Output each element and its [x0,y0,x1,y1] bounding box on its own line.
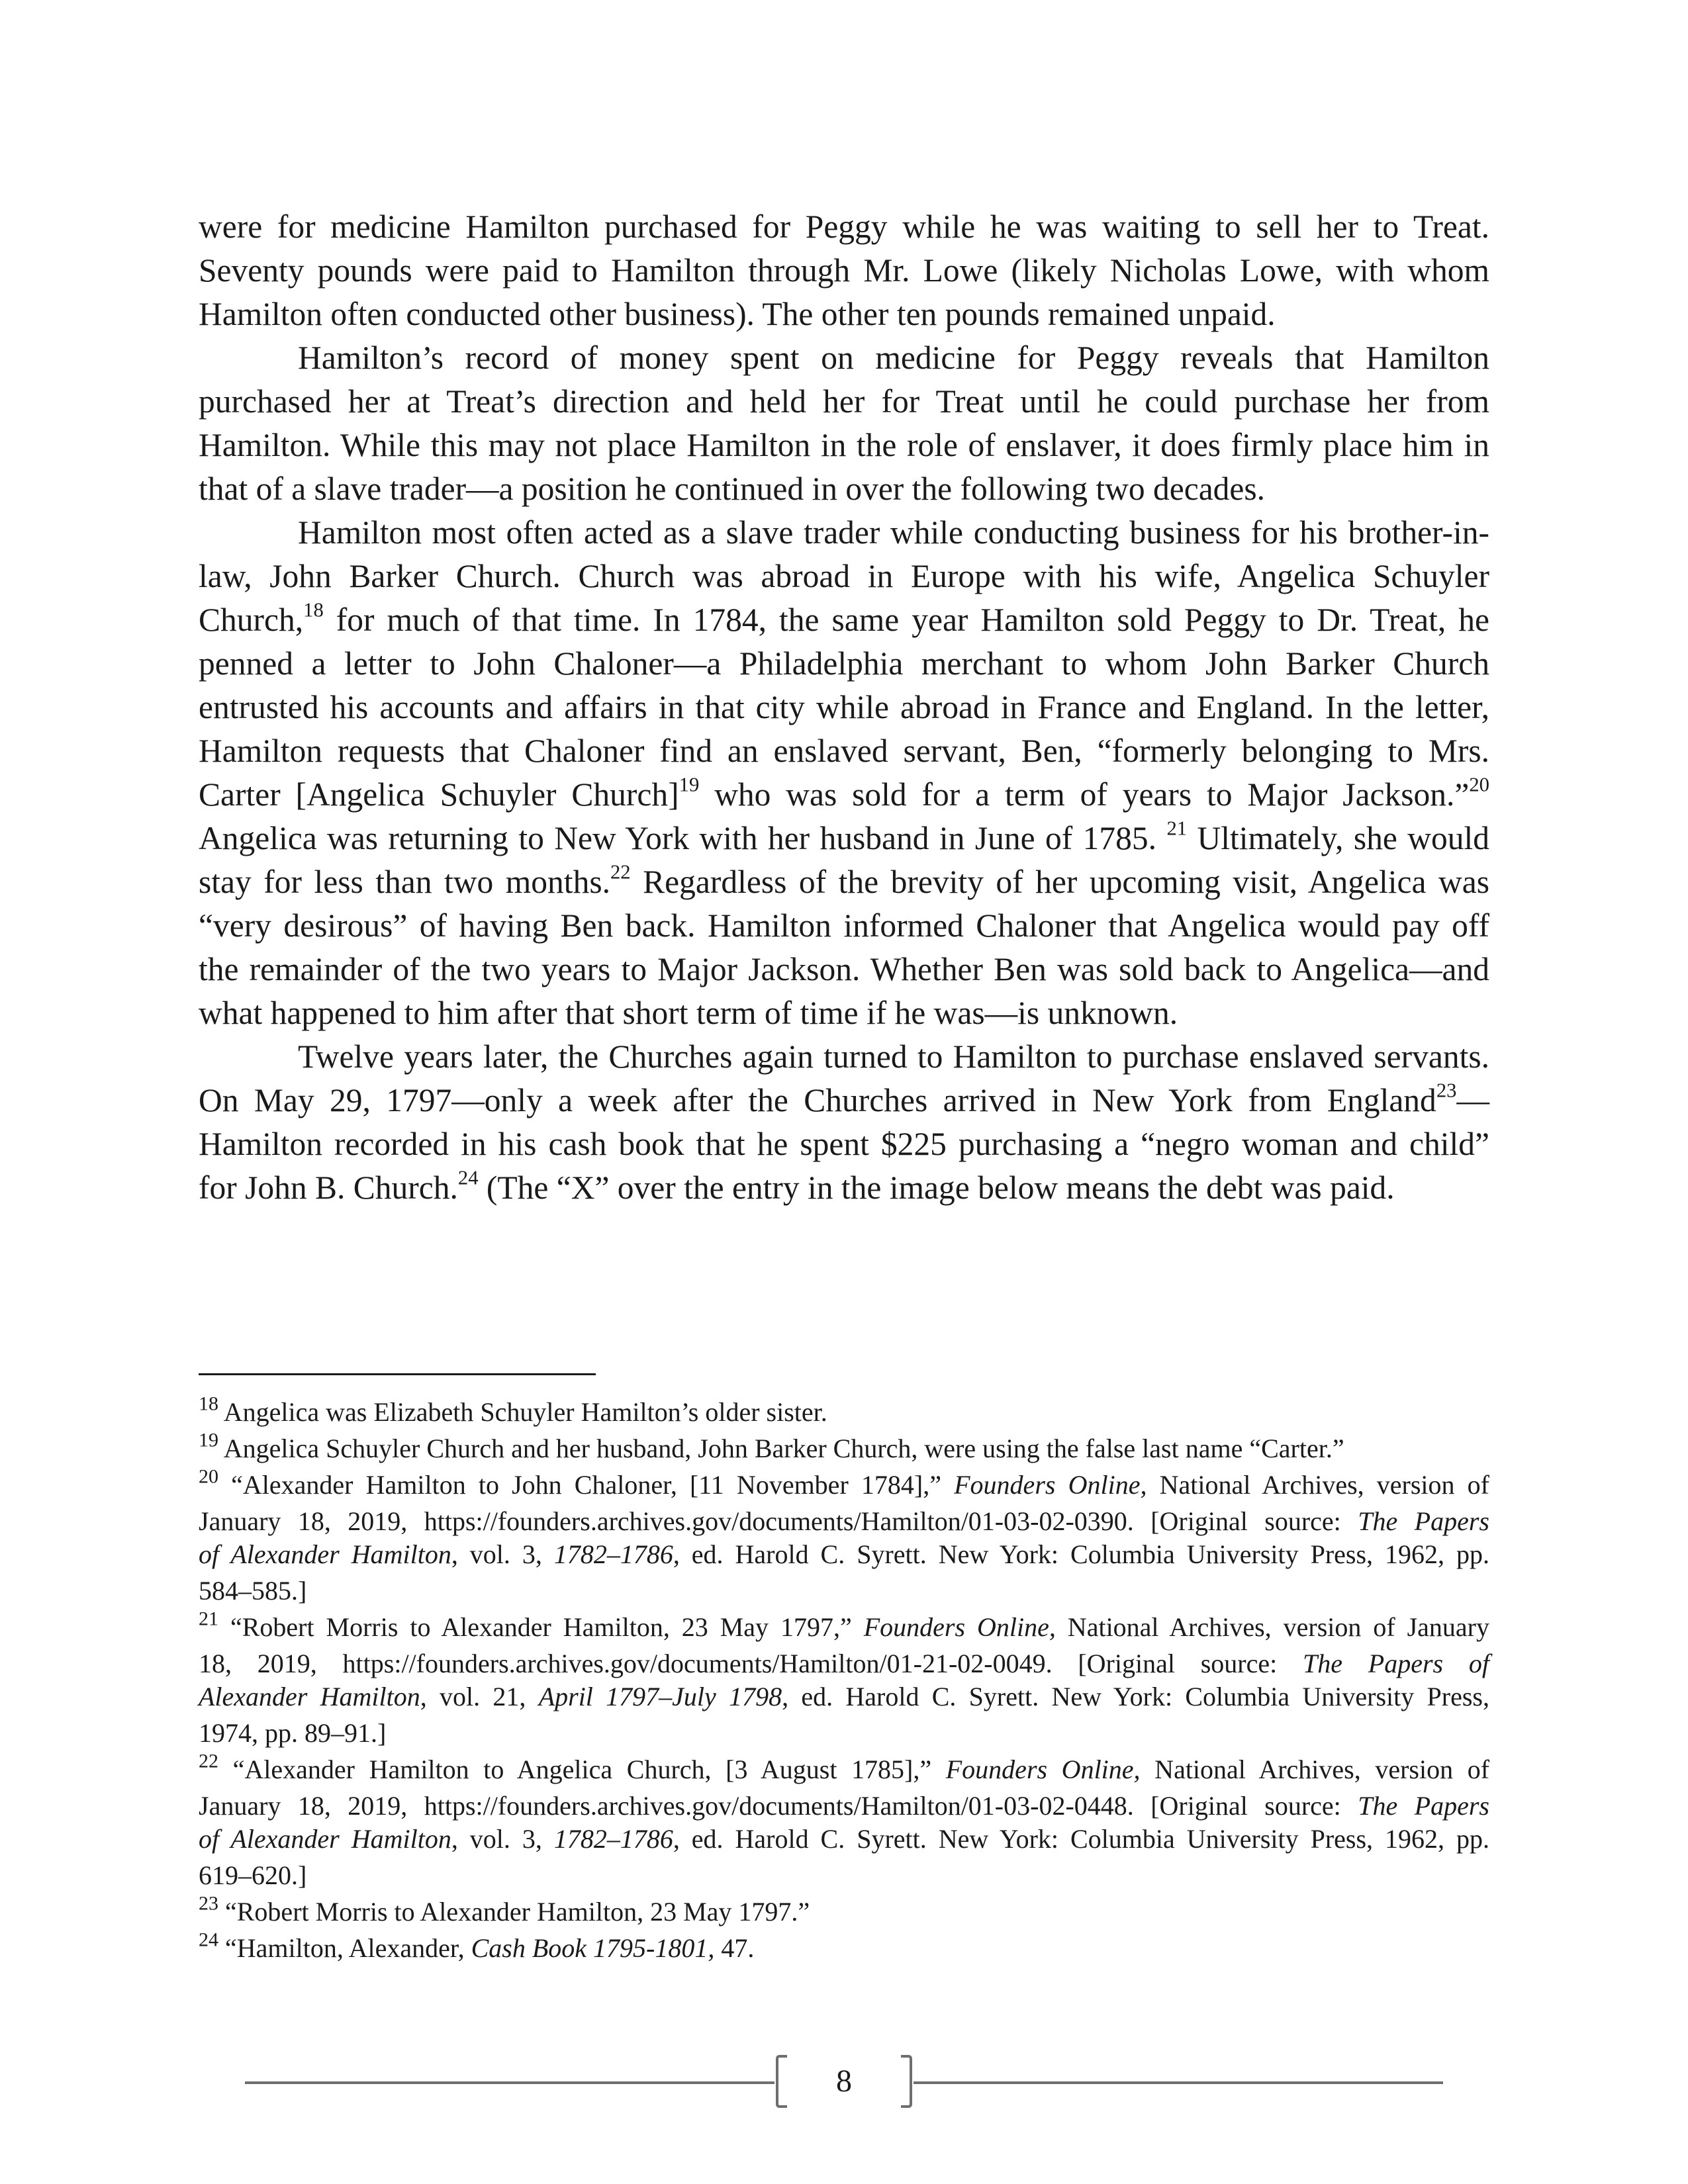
text-run: National Archives, version of [1140,1754,1490,1784]
text-line [199,991,1489,1035]
text-run: penned a letter to John Chaloner—a Philadelphia merchant to whom John Barker Church [199,645,1489,682]
left-brace-icon [774,2055,789,2108]
italic-text: Founders Online, [954,1470,1147,1500]
italic-text: 1782–1786 [553,1824,673,1854]
text-run: who was sold for a term of years to Major Jackson.” [699,776,1470,813]
text-run: Ultimately, she would [1187,820,1489,856]
footnote-line [199,1892,1489,1929]
text-run: Church, [199,602,304,638]
footnote-line [199,1790,1489,1823]
text-run: On May 29, 1797—only a week after the Churches arrived in New York from England [199,1082,1436,1118]
text-run: Angelica was returning to New York with her husband in June of 1785. [199,820,1167,856]
text-run: stay for less than two months. [199,864,610,900]
text-run: “Hamilton, Alexander, [218,1933,471,1963]
footnote-ref: 20 [1469,773,1489,796]
footnote-line [199,1823,1489,1856]
italic-text: of Alexander Hamilton [199,1824,451,1854]
text-run: Hamilton. While this may not place Hamilton in the role of enslaver, it does firmly place him in [199,427,1489,463]
text-line [199,773,1489,817]
text-line [199,555,1489,598]
footnote-ref: 21 [199,1608,218,1630]
text-line [199,948,1489,991]
footnote-ref: 24 [199,1929,218,1951]
footer-rule-right [914,2081,1443,2084]
footnote-line [199,1429,1489,1465]
text-run: — [1456,1082,1489,1118]
footnotes [199,1392,1489,1965]
text-line [199,249,1489,293]
footnote-line [199,1929,1489,1965]
italic-text: The Papers [1358,1791,1489,1821]
text-run: January 18, 2019, https://founders.archives.gov/documents/Hamilton/01-03-02-0390. [Original source: [199,1506,1358,1536]
text-run: , ed. Harold C. Syrett. New York: Columbia University Press, 1962, pp. [673,1824,1489,1854]
text-run: National Archives, version of January [1055,1612,1489,1642]
text-line [199,1035,1489,1079]
text-run: “Alexander Hamilton to Angelica Church, [3 August 1785],” [218,1754,946,1784]
footer-rule-left [245,2081,774,2084]
text-run: , vol. 3, [451,1539,554,1569]
text-run: Hamilton most often acted as a slave trader while conducting business for his brother-in- [298,514,1489,551]
text-run: were for medicine Hamilton purchased for Peggy while he was waiting to sell her to Treat. [199,208,1489,245]
footnote-line [199,1680,1489,1713]
text-line [199,817,1489,860]
footnote-line [199,1505,1489,1538]
text-run: “very desirous” of having Ben back. Hamilton informed Chaloner that Angelica would pay off [199,907,1489,944]
text-run: Seventy pounds were paid to Hamilton through Mr. Lowe (likely Nicholas Lowe, with whom [199,252,1489,289]
text-run: Hamilton’s record of money spent on medicine for Peggy reveals that Hamilton [298,340,1489,376]
footnote-ref: 24 [457,1166,479,1189]
footnote-ref: 22 [199,1750,218,1772]
text-run: 584–585.] [199,1576,307,1606]
text-line [199,424,1489,467]
footnote-ref: 19 [679,773,700,796]
footnote-ref: 18 [199,1392,218,1415]
footnote-line [199,1538,1489,1571]
text-run: 18, 2019, https://founders.archives.gov/documents/Hamilton/01-21-02-0049. [Original source: [199,1649,1303,1678]
footnote-separator [199,1373,596,1375]
body-text [199,205,1489,1210]
text-run: for much of that time. In 1784, the same year Hamilton sold Peggy to Dr. Treat, he [323,602,1489,638]
text-run: , vol. 3, [451,1824,554,1854]
text-run: that of a slave trader—a position he continued in over the following two decades. [199,471,1266,507]
italic-text: 1782–1786 [553,1539,673,1569]
text-run: entrusted his accounts and affairs in that city while abroad in France and England. In the letter, [199,689,1489,725]
page-number: 8 [836,2064,852,2099]
italic-text: The Papers [1358,1506,1489,1536]
text-run: , ed. Harold C. Syrett. New York: Columbia University Press, [782,1682,1489,1711]
text-run: Hamilton recorded in his cash book that he spent $225 purchasing a “negro woman and child” [199,1126,1489,1162]
text-line [199,336,1489,380]
text-line [199,642,1489,686]
text-line [199,860,1489,904]
footnote-line [199,1465,1490,1502]
text-run: January 18, 2019, https://founders.archives.gov/documents/Hamilton/01-03-02-0448. [Original source: [199,1791,1358,1821]
text-run: Angelica was Elizabeth Schuyler Hamilton’s older sister. [218,1397,827,1427]
text-run: the remainder of the two years to Major Jackson. Whether Ben was sold back to Angelica—and [199,951,1489,987]
text-line [199,1122,1489,1166]
text-run: , ed. Harold C. Syrett. New York: Columbia University Press, 1962, pp. [673,1539,1489,1569]
footnote-line [199,1750,1490,1786]
text-run: 619–620.] [199,1860,307,1890]
italic-text: Alexander Hamilton [199,1682,420,1711]
text-run: “Robert Morris to Alexander Hamilton, 23 May 1797.” [218,1897,810,1927]
text-line [199,205,1489,249]
footnote-ref: 20 [199,1465,218,1488]
text-run: “Robert Morris to Alexander Hamilton, 23 May 1797,” [218,1612,864,1642]
text-line [199,293,1489,336]
italic-text: Cash Book 1795-1801, [471,1933,715,1963]
text-run: for John B. Church. [199,1169,458,1206]
footnote-ref: 23 [199,1892,218,1915]
text-run: Hamilton often conducted other business). The other ten pounds remained unpaid. [199,296,1276,332]
italic-text: April 1797–July 1798 [538,1682,782,1711]
text-run: law, John Barker Church. Church was abroad in Europe with his wife, Angelica Schuyler [199,558,1489,594]
text-line [199,1166,1489,1210]
footnote-ref: 23 [1436,1079,1457,1102]
text-run: what happened to him after that short term of time if he was—is unknown. [199,995,1178,1031]
text-line [199,729,1489,773]
footnote-line [199,1608,1489,1644]
italic-text: of Alexander Hamilton [199,1539,451,1569]
footnote-line [199,1574,1489,1608]
footnote-ref: 21 [1166,817,1188,840]
text-run: 47. [714,1933,755,1963]
text-line [199,904,1489,948]
text-line [199,1079,1489,1122]
text-run: Angelica Schuyler Church and her husband, John Barker Church, were using the false last name “Carter.” [218,1433,1344,1463]
text-run: (The “X” over the entry in the image below means the debt was paid. [478,1169,1395,1206]
text-run: , vol. 21, [420,1682,539,1711]
footnote-line [199,1392,1489,1429]
text-run: “Alexander Hamilton to John Chaloner, [11 November 1784],” [218,1470,955,1500]
text-line [199,598,1489,642]
page-footer [245,2055,1443,2108]
text-run: 1974, pp. 89–91.] [199,1718,387,1748]
italic-text: Founders Online, [863,1612,1056,1642]
text-run: Hamilton requests that Chaloner find an enslaved servant, Ben, “formerly belonging to Mrs. [199,733,1489,769]
text-run: National Archives, version of [1147,1470,1490,1500]
text-run: Carter [Angelica Schuyler Church] [199,776,679,813]
text-line [199,467,1489,511]
right-brace-icon [899,2055,914,2108]
footnote-ref: 22 [610,860,631,884]
text-run: Regardless of the brevity of her upcoming visit, Angelica was [630,864,1489,900]
text-run: Twelve years later, the Churches again turned to Hamilton to purchase enslaved servants. [298,1038,1489,1075]
text-run: purchased her at Treat’s direction and held her for Treat until he could purchase her from [199,383,1489,420]
footnote-line [199,1647,1489,1680]
italic-text: The Papers of [1303,1649,1490,1678]
footnote-line [199,1859,1489,1892]
footnote-ref: 19 [199,1429,218,1451]
footnote-ref: 18 [303,598,324,621]
italic-text: Founders Online, [945,1754,1141,1784]
text-line [199,511,1489,555]
text-line [199,380,1489,424]
footnote-line [199,1717,1489,1750]
text-line [199,686,1489,729]
